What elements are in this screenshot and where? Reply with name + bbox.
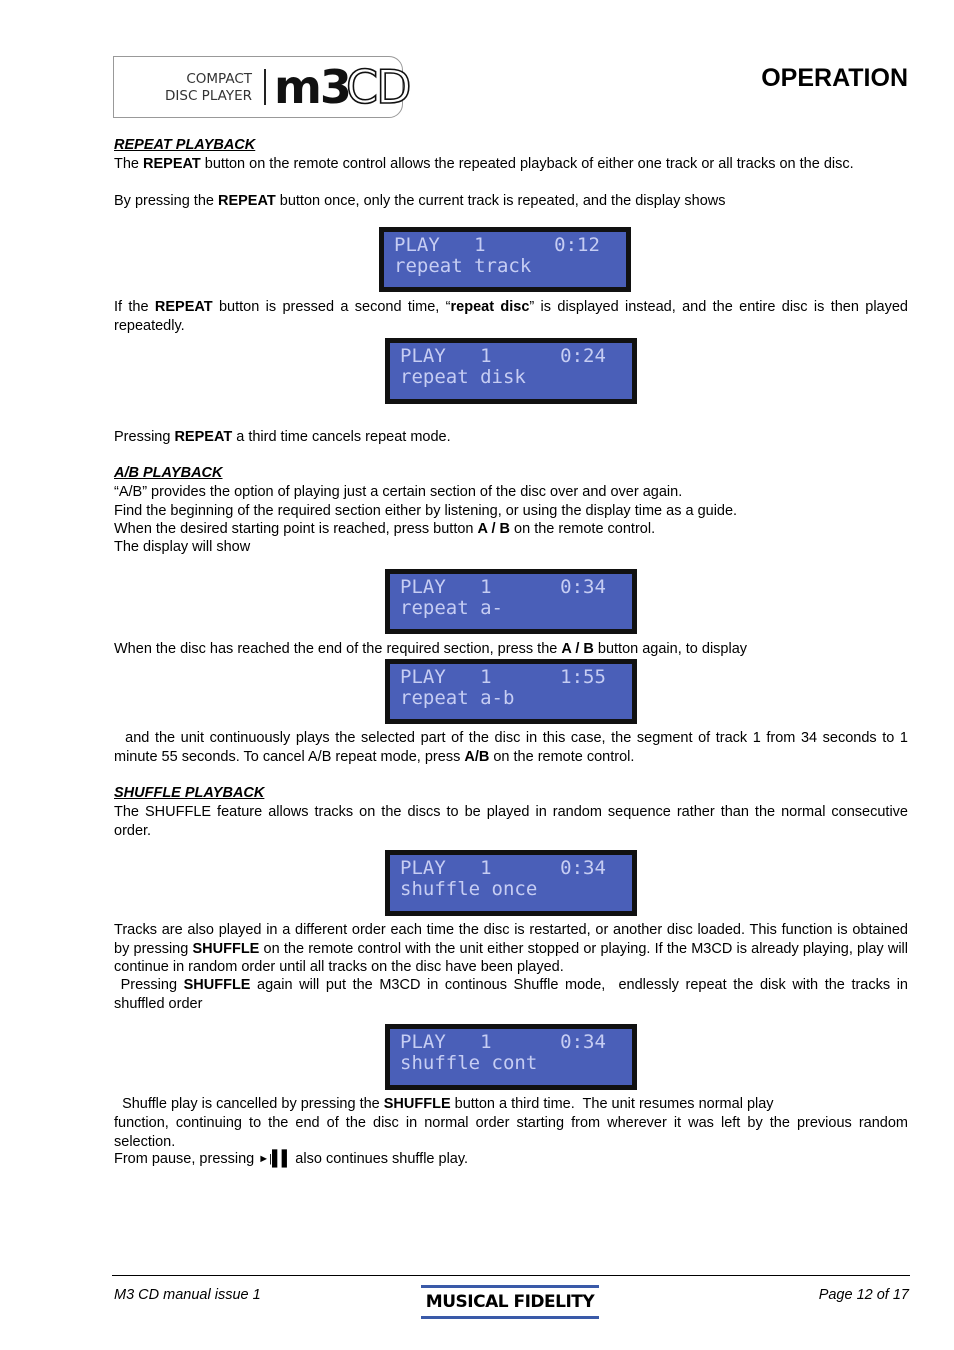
text: and the unit continuously plays the selected part of the disc in this case, the segment of track 1 from 34 seconds to 1 minute 55 seconds. To cancel A/B repeat mode, press (114, 730, 913, 765)
text: ” is displayed instead, and the entire disc is then played repeatedly. (114, 299, 908, 334)
lcd-line-2: repeat a-b (400, 687, 515, 709)
footer-divider (112, 1275, 910, 1276)
section-heading-repeat: REPEAT PLAYBACK (114, 137, 256, 153)
lcd-display-repeat-a (385, 569, 637, 634)
paragraph-shuffle-continuous (114, 976, 913, 1013)
logo-line-compact: COMPACT (186, 71, 252, 87)
paragraph-repeat-cancel (114, 428, 908, 447)
logo-line-disc-player: DISC PLAYER (165, 88, 252, 104)
text: button on the remote control allows the repeated playback of either one track or all tracks on the disc. (200, 156, 854, 172)
section-heading-ab: A/B PLAYBACK (114, 465, 223, 481)
lcd-display-repeat-ab (385, 659, 637, 724)
text: If the (114, 299, 155, 315)
logo-divider (264, 69, 266, 105)
section-heading-shuffle: SHUFFLE PLAYBACK (114, 785, 265, 801)
text: again will put the M3CD in continous Shuffle mode, endlessly repeat the disk with the tracks in shuffled order (114, 977, 913, 1012)
paragraph-shuffle-cancel-line1 (114, 1095, 908, 1114)
text: on the remote control. (510, 521, 656, 537)
play-pause-icon: ►| (258, 1153, 273, 1165)
text: on the remote control. (489, 748, 635, 765)
text: button is pressed a second time, “ (212, 299, 451, 315)
lcd-line-1: PLAY 1 0:12 (394, 234, 600, 256)
lcd-line-2: shuffle once (400, 878, 538, 900)
text: When the disc has reached the end of the required section, press the (114, 641, 562, 657)
lcd-line-2: repeat disk (400, 366, 526, 388)
logo-model: m3 (274, 60, 350, 114)
paragraph-ab-continuous (114, 729, 913, 766)
text: Pressing (114, 977, 184, 993)
text: also continues shuffle play. (291, 1151, 469, 1167)
emphasis: repeat disc (450, 299, 530, 315)
paragraph-repeat-disc (114, 298, 908, 335)
brand-logo (113, 56, 410, 118)
text: button again, to display (593, 641, 748, 657)
paragraph-shuffle-cancel-line2: function, continuing to the end of the disc in normal order starting from wherever it was left by the previous random selection. (114, 1115, 908, 1150)
text: When the desired starting point is reached, press button (114, 521, 478, 537)
lcd-line-2: repeat track (394, 255, 532, 277)
paragraph-ab-display: The display will show (114, 539, 251, 555)
paragraph-shuffle-intro: The SHUFFLE feature allows tracks on the discs to be played in random sequence rather than the normal consecutive order. (114, 804, 908, 839)
paragraph-shuffle-order (114, 921, 908, 977)
paragraph-ab-intro: “A/B” provides the option of playing just a certain section of the disc over and over again. (114, 484, 683, 500)
lcd-line-1: PLAY 1 0:34 (400, 576, 606, 598)
pause-icon: ▌▌ (272, 1150, 292, 1167)
lcd-display-shuffle-cont (385, 1024, 637, 1090)
text: From pause, pressing (114, 1151, 259, 1167)
emphasis: REPEAT (217, 193, 276, 209)
paragraph-repeat-once (114, 192, 908, 211)
paragraph-shuffle-pause (114, 1150, 908, 1169)
text: a third time cancels repeat mode. (232, 429, 451, 445)
lcd-line-1: PLAY 1 0:34 (400, 857, 606, 879)
paragraph-ab-press (114, 520, 908, 539)
lcd-line-2: shuffle cont (400, 1052, 538, 1074)
lcd-line-2: repeat a- (400, 597, 503, 619)
logo-cd: CD (346, 60, 410, 114)
text: Pressing (114, 429, 175, 445)
emphasis: A/B (464, 748, 490, 765)
lcd-display-shuffle-once (385, 850, 637, 916)
emphasis: REPEAT (143, 156, 201, 172)
emphasis: SHUFFLE (383, 1096, 451, 1112)
paragraph-ab-end (114, 640, 908, 659)
text: By pressing the (114, 193, 218, 209)
lcd-line-1: PLAY 1 1:55 (400, 666, 606, 688)
text: on the remote control with the unit either stopped or playing. If the M3CD is already playing, play will continue in random order until all tracks on the disc have been played. (114, 940, 908, 975)
lcd-line-1: PLAY 1 0:34 (400, 1031, 606, 1053)
emphasis: REPEAT (174, 429, 233, 445)
emphasis: SHUFFLE (192, 940, 260, 957)
emphasis: SHUFFLE (183, 977, 251, 993)
footer-manual-issue: M3 CD manual issue 1 (114, 1287, 261, 1303)
emphasis: A / B (477, 521, 511, 537)
lcd-line-1: PLAY 1 0:24 (400, 345, 606, 367)
text: Tracks are also played in a different order each time the disc is restarted, or another disc loaded. This function is obtained by pressing (114, 922, 908, 957)
paragraph-ab-find: Find the beginning of the required section either by listening, or using the display time as a guide. (114, 503, 738, 519)
emphasis: A / B (561, 641, 594, 657)
text: Shuffle play is cancelled by pressing the (114, 1096, 384, 1112)
paragraph-repeat-intro (114, 155, 908, 174)
text: The (114, 156, 144, 172)
emphasis: REPEAT (154, 299, 213, 315)
text: button a third time. The unit resumes normal play (450, 1096, 774, 1112)
text: button once, only the current track is repeated, and the display shows (275, 193, 726, 209)
footer-brand-logo: MUSICAL FIDELITY (421, 1285, 599, 1319)
footer-page-number: Page 12 of 17 (818, 1287, 909, 1303)
lcd-display-repeat-track (379, 227, 631, 292)
lcd-display-repeat-disk (385, 338, 637, 404)
page-title: OPERATION (761, 64, 908, 92)
